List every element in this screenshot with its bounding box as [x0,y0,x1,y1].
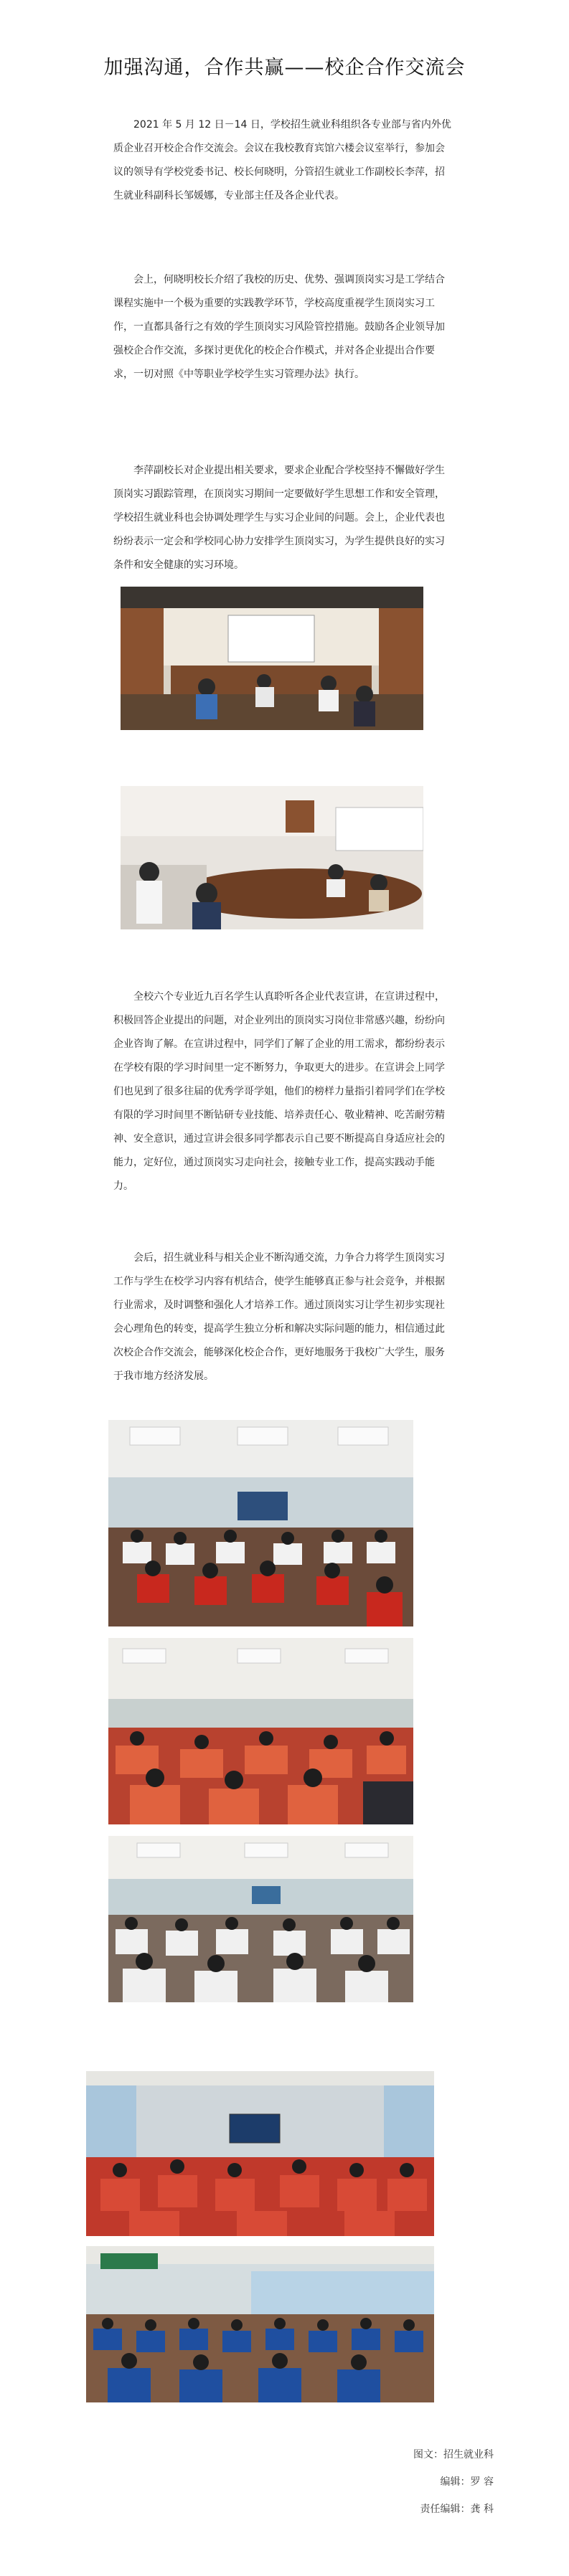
meeting-room-photo-1 [121,587,423,730]
editor-credit: 编辑：罗 容 [440,2476,494,2488]
paragraph-1: 2021 年 5 月 12 日－14 日，学校招生就业科组织各专业部与省内外优质企业召开校企合作交流会。会议在我校教育宾馆六楼会议室举行，参加会议的领导有学校党委书记、校长何晓明，分管招生就业工作副校长李萍，招生就业科副科长邹媛娜，专业部主任及各企业代表。 [113,119,451,202]
meeting-room-photo-2 [121,786,423,929]
chief-editor-credit: 责任编辑：龚 科 [420,2504,494,2515]
classroom-photo-1 [86,2071,434,2236]
lecture-hall-photo-2 [108,1638,413,1824]
article-title: 加强沟通，合作共赢——校企合作交流会 [103,57,466,79]
paragraph-3: 李萍副校长对企业提出相关要求，要求企业配合学校坚持不懈做好学生顶岗实习跟踪管理，在顶岗实习期间一定要做好学生思想工作和安全管理，学校招生就业科也会协调处理学生与实习企业间的问题。会上，企业代表也纷纷表示一定会和学校同心协力安排学生顶岗实习，为学生提供良好的实习条件和安全健康的实习环境。 [113,465,445,571]
classroom-photo-2 [86,2246,434,2402]
lecture-hall-photo-3 [108,1836,413,2002]
photo-credit: 图文：招生就业科 [413,2449,494,2461]
paragraph-2: 会上，何晓明校长介绍了我校的历史、优势、强调顶岗实习是工学结合课程实施中一个极为重要的实践教学环节，学校高度重视学生顶岗实习工作，一直都具备行之有效的学生顶岗实习风险管控措施。鼓励各企业领导加强校企合作交流，多探讨更优化的校企合作模式，并对各企业提出合作要求，一切对照《中等职业学校学生实习管理办法》执行。 [113,274,445,380]
paragraph-4: 全校六个专业近九百名学生认真聆听各企业代表宣讲，在宣讲过程中，积极回答企业提出的问题，对企业列出的顶岗实习岗位非常感兴趣，纷纷向企业咨询了解。在宣讲过程中，同学们了解了企业的用工需求，都纷纷表示在学校有限的学习时间里一定不断努力，争取更大的进步。在宣讲会上同学们也见到了很多往届的优秀学哥学姐，他们的榜样力量指引着同学们在学校有限的学习时间里不断钻研专业技能、培养责任心、敬业精神、吃苦耐劳精神、安全意识，通过宣讲会很多同学都表示自己要不断提高自身适应社会的能力，定好位，通过顶岗实习走向社会，接触专业工作，提高实践动手能力。 [113,991,445,1192]
paragraph-5: 会后，招生就业科与相关企业不断沟通交流，力争合力将学生顶岗实习工作与学生在校学习内容有机结合，使学生能够真正参与社会竞争，并根据行业需求，及时调整和强化人才培养工作。通过顶岗实习让学生初步实现社会心理角色的转变，提高学生独立分析和解决实际问题的能力，相信通过此次校企合作交流会，能够深化校企合作，更好地服务于我校广大学生，服务于我市地方经济发展。 [113,1252,445,1382]
lecture-hall-photo-1 [108,1420,413,1626]
